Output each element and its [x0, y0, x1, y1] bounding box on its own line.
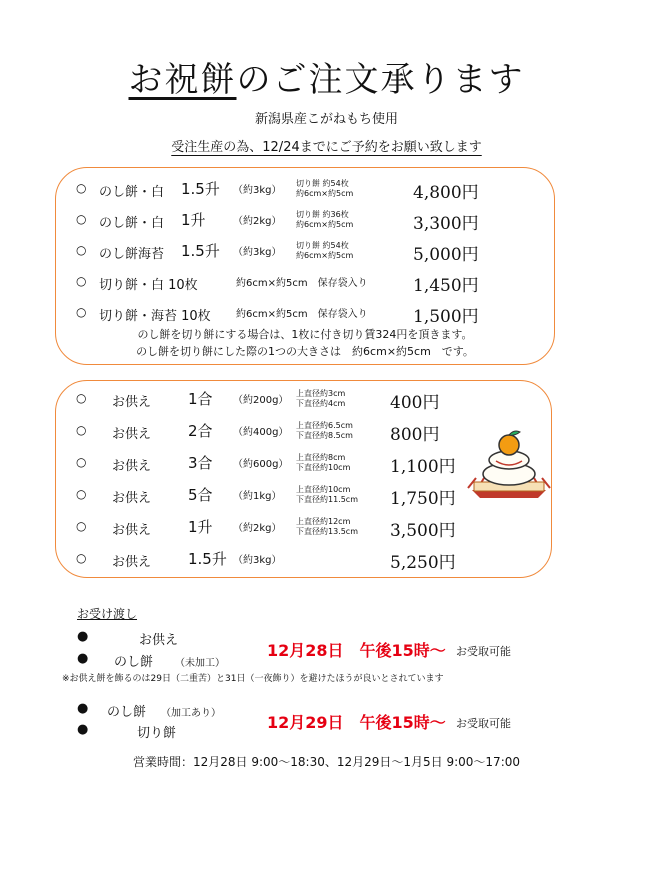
product-name: お供え: [112, 555, 152, 570]
product-detail: 切り餅 約36枚: [296, 210, 349, 219]
kagami-mochi-icon: [466, 428, 552, 500]
product-detail-sub: 下直径約11.5cm: [296, 495, 359, 504]
product-quantity: 5合: [188, 486, 213, 504]
bullet-icon: ○: [76, 212, 87, 226]
product-name: お供え: [112, 459, 152, 474]
product-detail: 上直径約10cm: [296, 485, 351, 494]
product-name: お供え: [112, 427, 152, 442]
pickup-item-noshi-raw: [77, 651, 225, 670]
product-name: お供え: [112, 395, 152, 410]
product-detail: 上直径約12cm: [296, 517, 351, 526]
bullet-icon: ○: [76, 551, 87, 565]
product-name: 切り餅・海苔 10枚: [99, 309, 211, 324]
product-detail-sub: 下直径約10cm: [296, 463, 351, 472]
pickup-item-suffix: （未加工）: [175, 658, 225, 669]
product-price: 3,500円: [390, 521, 456, 541]
bullet-icon: ●: [77, 629, 89, 644]
pickup-item-label: のし餅: [114, 655, 154, 670]
cut-fee-note: のし餅を切り餅にする場合は、1枚に付き切り賃324円を頂きます。: [137, 328, 473, 341]
product-weight: 約6cm×約5cm 保存袋入り: [236, 309, 368, 320]
pickup-item-label: 切り餅: [137, 726, 177, 741]
product-detail-sub: 下直径約4cm: [296, 399, 346, 408]
subtitle: 新潟県産こがねもち使用: [254, 112, 398, 127]
product-quantity: 1.5升: [181, 242, 220, 260]
product-detail: 上直径約6.5cm: [296, 421, 353, 430]
product-detail: 上直径約3cm: [296, 389, 346, 398]
title-rest: のご注文承ります: [236, 60, 525, 100]
product-name: のし餅海苔: [99, 247, 165, 262]
product-price: 1,750円: [390, 489, 456, 509]
pickup-available-text: お受取可能: [456, 645, 511, 658]
product-weight: （約3kg）: [233, 555, 282, 566]
product-detail: 切り餅 約54枚: [296, 241, 349, 250]
bullet-icon: ●: [77, 651, 89, 666]
product-quantity: 1合: [188, 390, 213, 408]
product-weight: （約200g）: [233, 395, 289, 406]
pickup-item-label: のし餅: [107, 705, 147, 720]
product-weight: （約3kg）: [233, 185, 282, 196]
product-detail-sub: 約6cm×約5cm: [296, 189, 354, 198]
bullet-icon: ○: [76, 487, 87, 501]
product-name: のし餅・白: [99, 185, 165, 200]
bullet-icon: ○: [76, 455, 87, 469]
business-hours: 営業時間：12月28日 9:00～18:30、12月29日～1月5日 9:00～17:00: [132, 755, 521, 769]
product-detail: 上直径約8cm: [296, 453, 346, 462]
bullet-icon: ○: [76, 391, 87, 405]
title-underlined: お祝餅: [128, 60, 237, 100]
display-caveat: ※お供え餅を飾るのは29日（二重苦）と31日（一夜飾り）を避けたほうが良いとされています: [62, 674, 444, 684]
product-quantity: 2合: [188, 422, 213, 440]
pickup-item-osonae: [77, 629, 179, 648]
bullet-icon: ○: [76, 305, 87, 319]
product-quantity: 1升: [181, 211, 206, 229]
bullet-icon: ○: [76, 274, 87, 288]
product-detail-sub: 下直径約13.5cm: [296, 527, 359, 536]
pickup-item-noshi-processed: [77, 701, 221, 720]
pickup-heading: お受け渡し: [77, 607, 138, 621]
page-title: [0, 52, 653, 101]
product-row: [56, 551, 551, 577]
product-weight: （約3kg）: [233, 247, 282, 258]
bullet-icon: ○: [76, 423, 87, 437]
pickup-item-label: お供え: [139, 633, 179, 648]
cut-size-note: のし餅を切り餅にした際の1つの大きさは 約6cm×約5cm です。: [136, 345, 474, 358]
product-quantity: 3合: [188, 454, 213, 472]
product-row: [56, 519, 551, 545]
product-row: [56, 243, 554, 269]
product-price: 5,250円: [390, 553, 456, 573]
product-price: 4,800円: [413, 183, 479, 203]
pickup-available-text: お受取可能: [456, 717, 511, 730]
product-weight: （約2kg）: [233, 523, 282, 534]
noshi-mochi-box: [55, 167, 555, 365]
product-detail-sub: 約6cm×約5cm: [296, 251, 354, 260]
bullet-icon: ○: [76, 519, 87, 533]
product-price: 3,300円: [413, 214, 479, 234]
product-name: 切り餅・白 10枚: [99, 278, 198, 293]
product-detail-sub: 約6cm×約5cm: [296, 220, 354, 229]
product-weight: 約6cm×約5cm 保存袋入り: [236, 278, 368, 289]
product-quantity: 1.5升: [181, 180, 220, 198]
product-price: 400円: [390, 393, 440, 413]
product-weight: （約400g）: [233, 427, 289, 438]
product-price: 800円: [390, 425, 440, 445]
product-weight: （約600g）: [233, 459, 289, 470]
product-quantity: 1.5升: [188, 550, 227, 568]
product-price: 1,450円: [413, 276, 479, 296]
product-price: 5,000円: [413, 245, 479, 265]
pickup-date-28: 12月28日 午後15時～: [267, 641, 446, 660]
product-detail: 切り餅 約54枚: [296, 179, 349, 188]
product-weight: （約1kg）: [233, 491, 282, 502]
order-notice: 受注生産の為、12/24までにご予約をお願い致します: [171, 140, 482, 155]
product-price: 1,100円: [390, 457, 456, 477]
product-weight: （約2kg）: [233, 216, 282, 227]
pickup-item-suffix: （加工あり）: [161, 708, 221, 719]
bullet-icon: ●: [77, 722, 89, 737]
bullet-icon: ●: [77, 701, 89, 716]
product-name: お供え: [112, 523, 152, 538]
pickup-item-kiri: [77, 722, 177, 741]
product-row: [56, 391, 551, 417]
bullet-icon: ○: [76, 243, 87, 257]
pickup-date-29: 12月29日 午後15時～: [267, 713, 446, 732]
product-name: お供え: [112, 491, 152, 506]
product-row: [56, 181, 554, 207]
product-row: [56, 274, 554, 300]
product-price: 1,500円: [413, 307, 479, 327]
product-name: のし餅・白: [99, 216, 165, 231]
bullet-icon: ○: [76, 181, 87, 195]
product-row: [56, 212, 554, 238]
product-quantity: 1升: [188, 518, 213, 536]
product-detail-sub: 下直径約8.5cm: [296, 431, 353, 440]
